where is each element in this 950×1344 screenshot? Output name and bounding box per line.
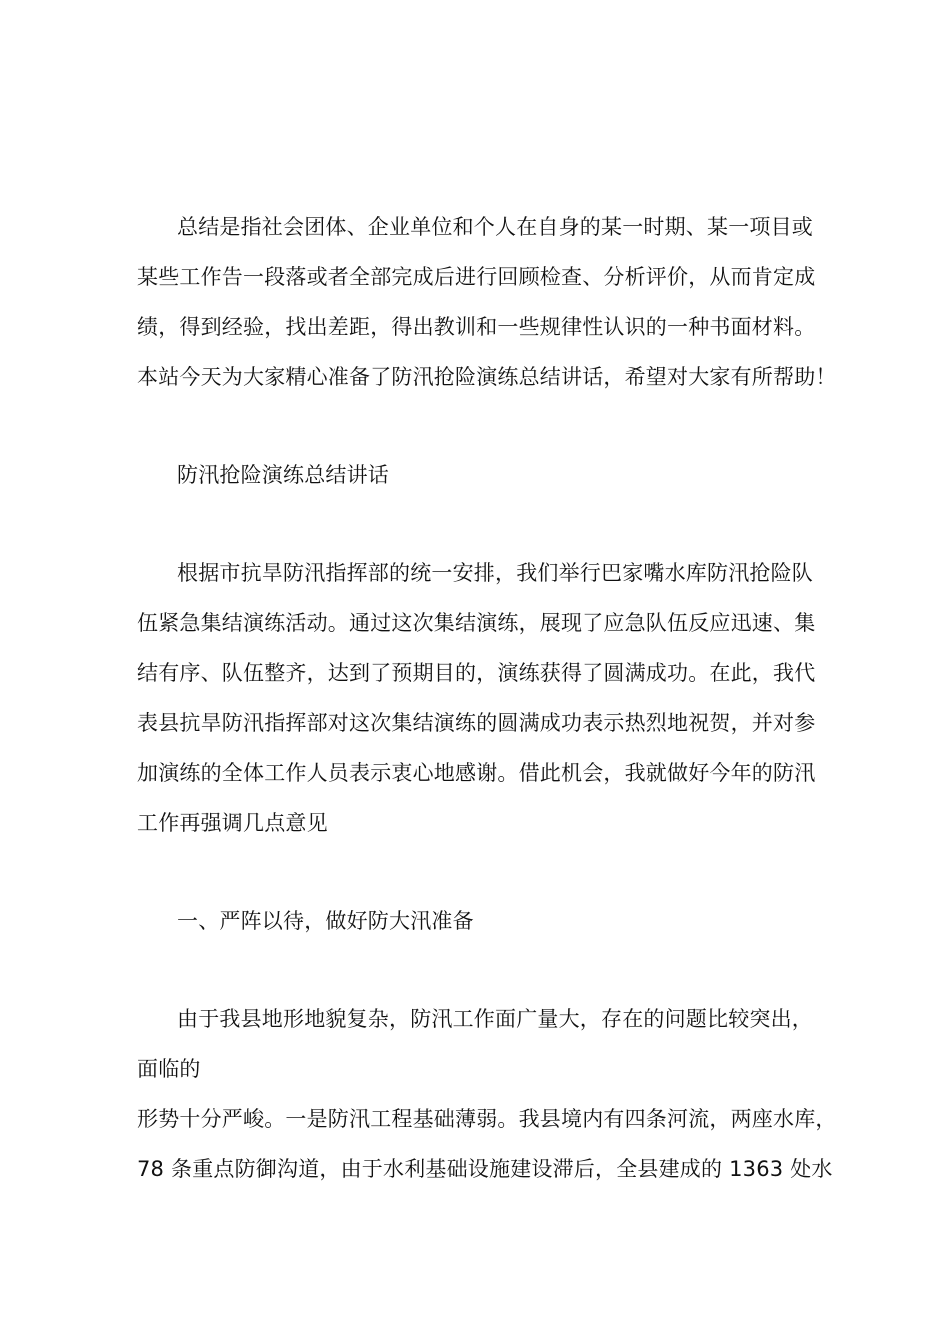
section-heading: 一、严阵以待，做好防大汛准备 bbox=[177, 909, 474, 933]
paragraph-line: 78 条重点防御沟道，由于水利基础设施建设滞后，全县建成的 1363 处水 bbox=[137, 1157, 833, 1181]
paragraph-line: 形势十分严峻。一是防汛工程基础薄弱。我县境内有四条河流，两座水库， bbox=[137, 1107, 837, 1131]
intro-line: 某些工作告一段落或者全部完成后进行回顾检查、分析评价，从而肯定成 bbox=[137, 265, 816, 289]
paragraph-line: 由于我县地形地貌复杂，防汛工作面广量大，存在的问题比较突出， bbox=[177, 1007, 813, 1031]
paragraph-line: 加演练的全体工作人员表示衷心地感谢。借此机会，我就做好今年的防汛 bbox=[137, 761, 816, 785]
paragraph-line: 表县抗旱防汛指挥部对这次集结演练的圆满成功表示热烈地祝贺，并对参 bbox=[137, 711, 816, 735]
paragraph-line: 伍紧急集结演练活动。通过这次集结演练，展现了应急队伍反应迅速、集 bbox=[137, 611, 816, 635]
paragraph-line: 根据市抗旱防汛指挥部的统一安排，我们举行巴家嘴水库防汛抢险队 bbox=[177, 561, 813, 585]
paragraph-line: 面临的 bbox=[137, 1057, 201, 1081]
paragraph-line: 工作再强调几点意见 bbox=[137, 811, 328, 835]
paragraph-line: 结有序、队伍整齐，达到了预期目的，演练获得了圆满成功。在此，我代 bbox=[137, 661, 816, 685]
document-title: 防汛抢险演练总结讲话 bbox=[177, 463, 389, 487]
intro-line: 本站今天为大家精心准备了防汛抢险演练总结讲话，希望对大家有所帮助！ bbox=[137, 365, 837, 389]
intro-line: 总结是指社会团体、企业单位和个人在自身的某一时期、某一项目或 bbox=[177, 215, 813, 239]
intro-line: 绩，得到经验，找出差距，得出教训和一些规律性认识的一种书面材料。 bbox=[137, 315, 816, 339]
